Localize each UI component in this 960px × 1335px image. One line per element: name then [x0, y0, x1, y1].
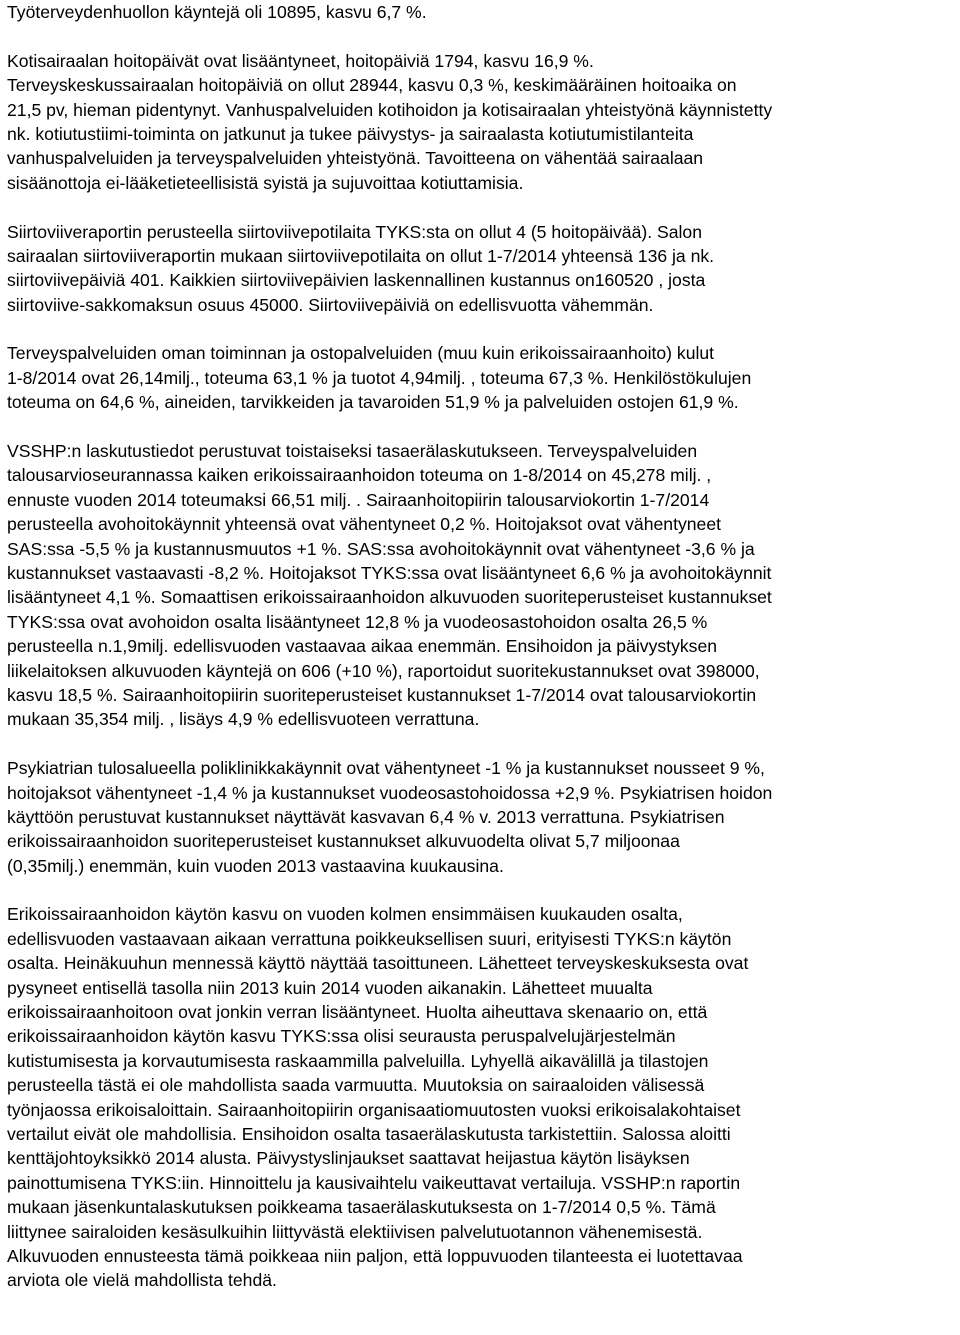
text-line: perusteella avohoitokäynnit yhteensä ovat vähentyneet 0,2 %. Hoitojaksot ovat vähentyneet: [7, 514, 721, 535]
text-line: mukaan jäsenkuntalaskutuksen poikkeama tasaerälaskutuksesta on 1-7/2014 0,5 %. Tämä: [7, 1197, 716, 1218]
text-line: 21,5 pv, hieman pidentynyt. Vanhuspalveluiden kotihoidon ja kotisairaalan yhteistyönä käynnistetty: [7, 99, 773, 120]
text-line: Erikoissairaanhoidon käytön kasvu on vuoden kolmen ensimmäisen kuukauden osalta,: [7, 904, 683, 925]
text-line: hoitojaksot vähentyneet -1,4 % ja kustannukset vuodeosastohoidossa +2,9 %. Psykiatrisen hoidon: [7, 782, 773, 803]
text-line: kutistumisesta ja korvautumisesta raskaammilla palveluilla. Lyhyellä aikavälillä ja tilastojen: [7, 1050, 709, 1071]
text-line: pysyneet entisellä tasolla niin 2013 kuin 2014 vuoden aikanakin. Lähetteet muualta: [7, 977, 653, 998]
text-line: liikelaitoksen alkuvuoden käyntejä on 606 (+10 %), raportoidut suoritekustannukset ovat 398000,: [7, 660, 760, 681]
text-line: Terveyspalveluiden oman toiminnan ja ostopalveluiden (muu kuin erikoissairaanhoito) kulut: [7, 343, 715, 364]
text-line: painottumisena TYKS:iin. Hinnoittelu ja kausivaihtelu vaikeuttavat vertailuja. VSSHP:n raportin: [7, 1172, 741, 1193]
paragraph-transfer-delay: [7, 220, 953, 318]
text-line: nk. kotiutustiimi-toiminta on jatkunut ja tukee päivystys- ja sairaalasta kotiutumistilanteita: [7, 123, 694, 144]
text-line: työnjaossa erikoisaloittain. Sairaanhoitopiirin organisaatiomuutosten vuoksi erikoisalakohtaiset: [7, 1099, 741, 1120]
text-line: Psykiatrian tulosalueella poliklinikkakäynnit ovat vähentyneet -1 % ja kustannukset nousseet 9 %,: [7, 758, 765, 779]
text-line: Kotisairaalan hoitopäivät ovat lisääntyneet, hoitopäiviä 1794, kasvu 16,9 %.: [7, 50, 594, 71]
text-line: lisääntyneet 4,1 %. Somaattisen erikoissairaanhoidon alkuvuoden suoriteperusteiset kustannukset: [7, 587, 772, 608]
text-line: SAS:ssa -5,5 % ja kustannusmuutos +1 %. SAS:ssa avohoitokäynnit ovat vähentyneet -3,6 % ja: [7, 538, 755, 559]
text-line: talousarvioseurannassa kaiken erikoissairaanhoidon toteuma on 1-8/2014 on 45,278 milj. ,: [7, 465, 712, 486]
text-line: osalta. Heinäkuuhun mennessä käyttö näyttää tasoittuneen. Lähetteet terveyskeskuksesta ovat: [7, 953, 749, 974]
text-line: Alkuvuoden ennusteesta tämä poikkeaa niin paljon, että loppuvuoden tilanteesta ei luotettavaa: [7, 1245, 743, 1266]
text-line: siirtoviive-sakkomaksun osuus 45000. Siirtoviivepäiviä on edellisvuotta vähemmän.: [7, 294, 654, 315]
text-line: erikoissairaanhoitoon ovat jonkin verran lisääntyneet. Huolta aiheuttava skenaario on, että: [7, 1002, 708, 1023]
text-line: kasvu 18,5 %. Sairaanhoitopiirin suoriteperusteiset kustannukset 1-7/2014 ovat talousarviokortin: [7, 684, 757, 705]
text-line: 1-8/2014 ovat 26,14milj., toteuma 63,1 % ja tuotot 4,94milj. , toteuma 67,3 %. Henkilöstökulujen: [7, 367, 752, 388]
text-line: VSSHP:n laskutustiedot perustuvat toistaiseksi tasaerälaskutukseen. Terveyspalveluiden: [7, 441, 698, 462]
text-line: Terveyskeskussairaalan hoitopäiviä on ollut 28944, kasvu 0,3 %, keskimääräinen hoitoaika on: [7, 75, 737, 96]
text-line: liittynee sairaloiden kesäsulkuihin liittyvästä elektiivisen palvelutuotannon vähenemisestä.: [7, 1221, 703, 1242]
text-line: ennuste vuoden 2014 toteumaksi 66,51 milj. . Sairaanhoitopiirin talousarviokortin 1-7/2014: [7, 489, 710, 510]
text-line: käyttöön perustuvat kustannukset näyttävät kasvavan 6,4 % v. 2013 verrattuna. Psykiatrisen: [7, 806, 725, 827]
paragraph-home-hospital: [7, 49, 953, 195]
text-line: Siirtoviiveraportin perusteella siirtoviivepotilaita TYKS:sta on ollut 4 (5 hoitopäivää). Salon: [7, 221, 702, 242]
text-line: kustannukset vastaavasti -8,2 %. Hoitojaksot TYKS:ssa ovat lisääntyneet 6,6 % ja avohoitokäynnit: [7, 562, 772, 583]
text-line: kenttäjohtoyksikkö 2014 alusta. Päivystyslinjaukset saattavat heijastua käytön lisäyksen: [7, 1148, 690, 1169]
text-line: Työterveydenhuollon käyntejä oli 10895, kasvu 6,7 %.: [7, 2, 427, 22]
text-line: arviota ole vielä mahdollista tehdä.: [7, 1270, 277, 1291]
text-line: vanhuspalveluiden ja terveyspalveluiden yhteistyönä. Tavoitteena on vähentää sairaalaan: [7, 148, 704, 169]
text-line: TYKS:ssa ovat avohoidon osalta lisääntyneet 12,8 % ja vuodeosastohoidon osalta 26,5 %: [7, 611, 708, 632]
text-line: perusteella tästä ei ole mahdollista saada varmuutta. Muutoksia on sairaaloiden välisessä: [7, 1075, 705, 1096]
text-line: perusteella n.1,9milj. edellisvuoden vastaavaa aikaa enemmän. Ensihoidon ja päivystyksen: [7, 636, 718, 657]
paragraph-vsshp-billing: [7, 439, 953, 732]
paragraph-occupational-health: [7, 0, 953, 24]
text-line: mukaan 35,354 milj. , lisäys 4,9 % edellisvuoteen verrattuna.: [7, 709, 480, 730]
text-line: sisäänottoja ei-lääketieteellisistä syistä ja sujuvoittaa kotiuttamisia.: [7, 172, 524, 193]
text-line: edellisvuoden vastaavaan aikaan verrattuna poikkeuksellisen suuri, erityisesti TYKS:n käytön: [7, 928, 732, 949]
document-body: [7, 0, 953, 1293]
text-line: sairaalan siirtoviiveraportin mukaan siirtoviivepotilaita on ollut 1-7/2014 yhteensä 136 ja nk.: [7, 245, 715, 266]
text-line: toteuma on 64,6 %, aineiden, tarvikkeiden ja tavaroiden 51,9 % ja palveluiden ostojen 61,9 %.: [7, 392, 739, 413]
paragraph-health-services-costs: [7, 341, 953, 414]
text-line: erikoissairaanhoidon suoriteperusteiset kustannukset alkuvuodelta olivat 5,7 miljoonaa: [7, 831, 680, 852]
text-line: siirtoviivepäiviä 401. Kaikkien siirtoviivepäivien laskennallinen kustannus on160520 , josta: [7, 270, 706, 291]
text-line: vertailut eivät ole mahdollisia. Ensihoidon osalta tasaerälaskutusta tarkistettiin. Salossa aloitti: [7, 1123, 731, 1144]
text-line: erikoissairaanhoidon käytön kasvu TYKS:ssa olisi seurausta peruspalvelujärjestelmän: [7, 1026, 676, 1047]
paragraph-specialist-care-growth: [7, 902, 953, 1292]
paragraph-psychiatry: [7, 756, 953, 878]
text-line: (0,35milj.) enemmän, kuin vuoden 2013 vastaavina kuukausina.: [7, 855, 504, 876]
